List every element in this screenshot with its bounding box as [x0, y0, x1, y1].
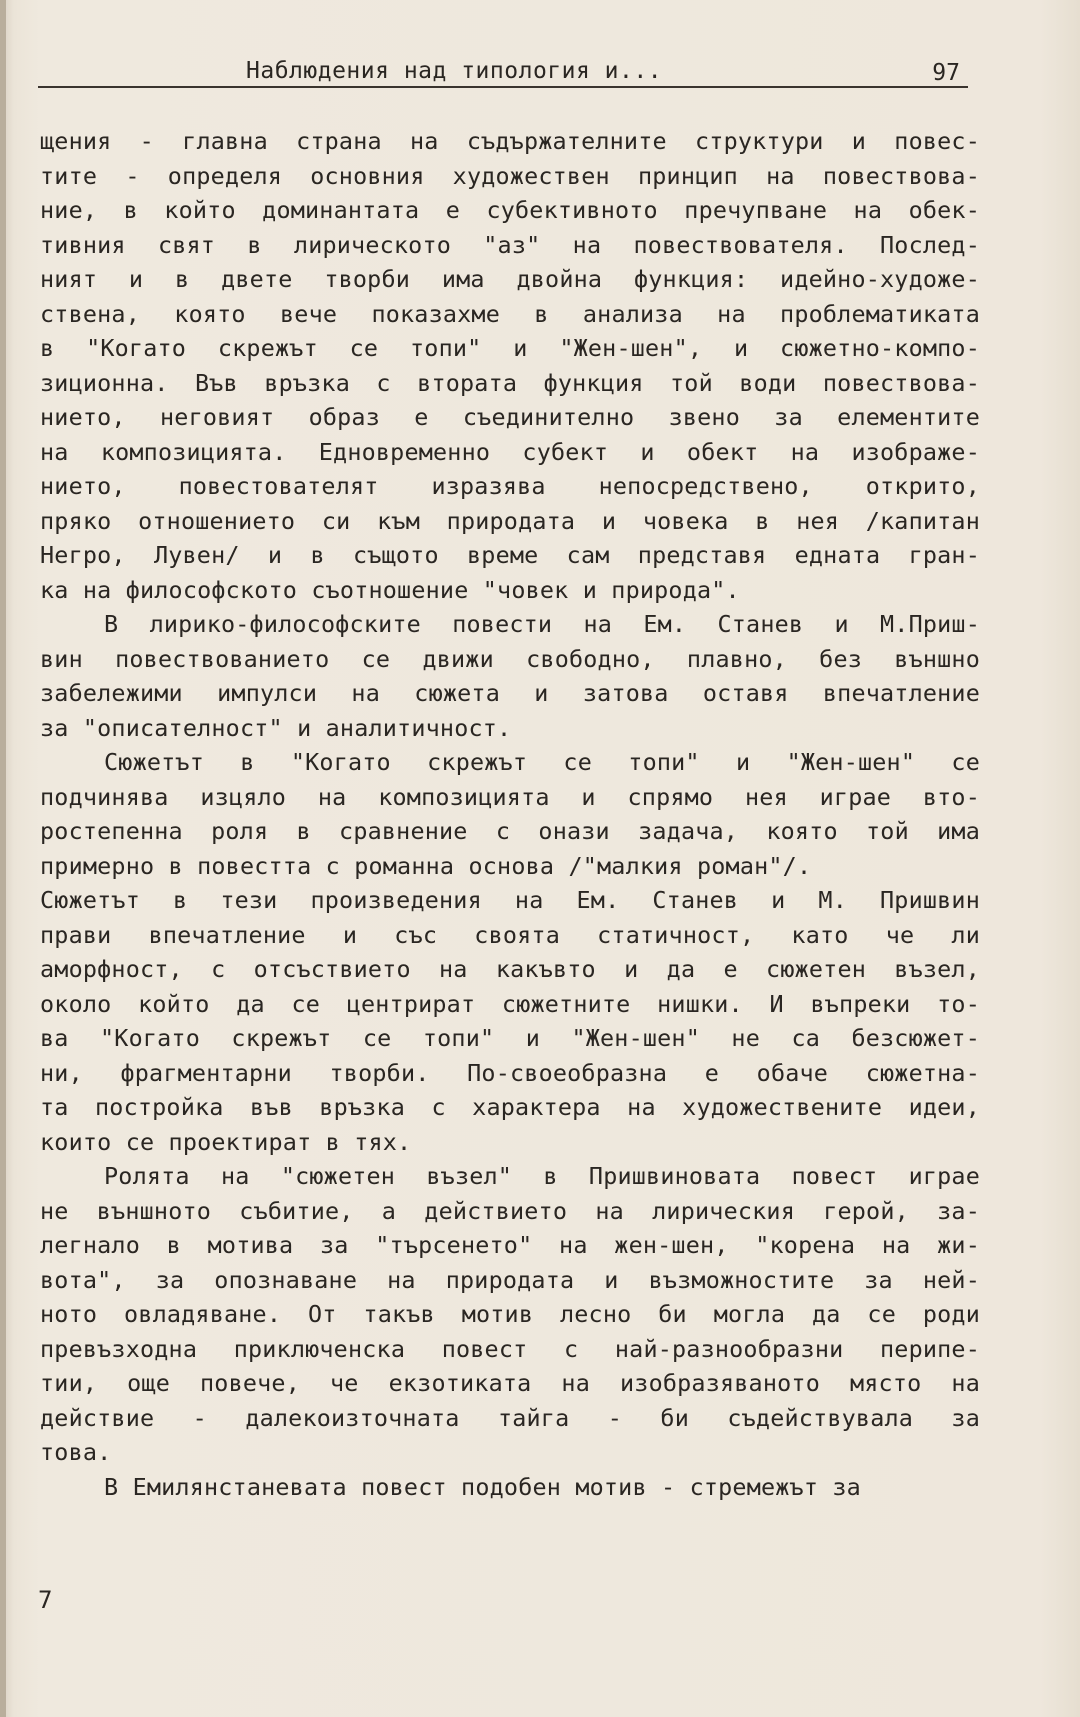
- text-line: на композицията. Едновременно субект и обект на изображе-: [40, 437, 980, 466]
- text-line: Ролята на "сюжетен възел" в Пришвиновата повест играе: [104, 1162, 980, 1190]
- text-line: превъзходна приключенска повест с най-разнообразни перипе-: [40, 1334, 980, 1363]
- text-line: ние, в който доминантата е субективното пречупване на обек-: [40, 196, 980, 224]
- binding-edge: [0, 0, 6, 1717]
- text-line: тите - определя основния художествен принцип на повествова-: [40, 161, 980, 190]
- text-line: ствена, която вече показахме в анализа на проблематиката: [40, 299, 980, 328]
- page-number: 97: [932, 60, 960, 86]
- text-line: вин повествованието се движи свободно, плавно, без външно: [40, 644, 980, 673]
- text-line: ростепенна роля в сравнение с онази задача, която той има: [40, 817, 980, 845]
- text-line: ка на философското съотношение "човек и природа".: [40, 575, 740, 604]
- text-line: примерно в повестта с романна основа /"малкия роман"/.: [40, 851, 812, 880]
- text-line: Сюжетът в тези произведения на Ем. Станев и М. Пришвин: [40, 886, 980, 914]
- text-line: ното овладяване. От такъв мотив лесно би могла да се роди: [40, 1300, 980, 1328]
- text-line: нието, неговият образ е съединително звено за елементите: [40, 403, 980, 431]
- text-line: ни, фрагментарни творби. По-своеобразна е обаче сюжетна-: [40, 1058, 980, 1087]
- text-line: ният и в двете творби има двойна функция: идейно-художе-: [40, 265, 980, 293]
- text-line: прави впечатление и със своята статичност, като че ли: [40, 920, 980, 949]
- text-line: вота", за опознаване на природата и възможностите за ней-: [40, 1265, 980, 1294]
- text-line: около който да се центрират сюжетните нишки. И въпреки то-: [40, 989, 980, 1018]
- text-line: тивния свят в лирическото "аз" на повествователя. Послед-: [40, 230, 980, 259]
- text-line: това.: [40, 1438, 112, 1466]
- text-line: не външното събитие, а действието на лирическия герой, за-: [40, 1196, 980, 1225]
- text-line: легнало в мотива за "търсенето" на жен-шен, "корена на жи-: [40, 1231, 980, 1259]
- text-line: които се проектират в тях.: [40, 1127, 412, 1156]
- text-line: В лирико-философските повести на Ем. Станев и М.Приш-: [104, 610, 980, 638]
- text-line: в "Когато скрежът се топи" и "Жен-шен", и сюжетно-компо-: [40, 334, 980, 362]
- text-line: Негро, Лувен/ и в същото време сам представя едната гран-: [40, 541, 980, 569]
- text-line: В Емилянстаневата повест подобен мотив - стремежът за: [104, 1472, 861, 1501]
- text-line: щения - главна страна на съдържателните структури и повес-: [40, 127, 980, 155]
- signature-mark: 7: [38, 1586, 53, 1614]
- text-line: забележими импулси на сюжета и затова оставя впечатление: [40, 679, 980, 707]
- text-line: подчинява изцяло на композицията и спрямо нея играе вто-: [40, 782, 980, 811]
- text-line: пряко отношението си към природата и човека в нея /капитан: [40, 506, 980, 535]
- body-text: [40, 124, 980, 1504]
- text-line: нието, повестователят изразява непосредствено, открито,: [40, 472, 980, 500]
- header-rule: [38, 86, 968, 88]
- text-line: Сюжетът в "Когато скрежът се топи" и "Жен-шен" се: [104, 748, 980, 776]
- text-line: аморфност, с отсъствието на какъвто и да е сюжетен възел,: [40, 955, 980, 983]
- text-line: тии, още повече, че екзотиката на изобразяваното място на: [40, 1369, 980, 1397]
- text-line: действие - далекоизточната тайга - би съдействувала за: [40, 1403, 980, 1432]
- running-title: Наблюдения над типология и...: [246, 58, 663, 84]
- text-line: ва "Когато скрежът се топи" и "Жен-шен" не са безсюжет-: [40, 1024, 980, 1052]
- text-line: зиционна. Във връзка с втората функция той води повествова-: [40, 368, 980, 397]
- text-line: за "описателност" и аналитичност.: [40, 713, 512, 742]
- text-line: та постройка във връзка с характера на художествените идеи,: [40, 1093, 980, 1121]
- running-header: [38, 52, 968, 92]
